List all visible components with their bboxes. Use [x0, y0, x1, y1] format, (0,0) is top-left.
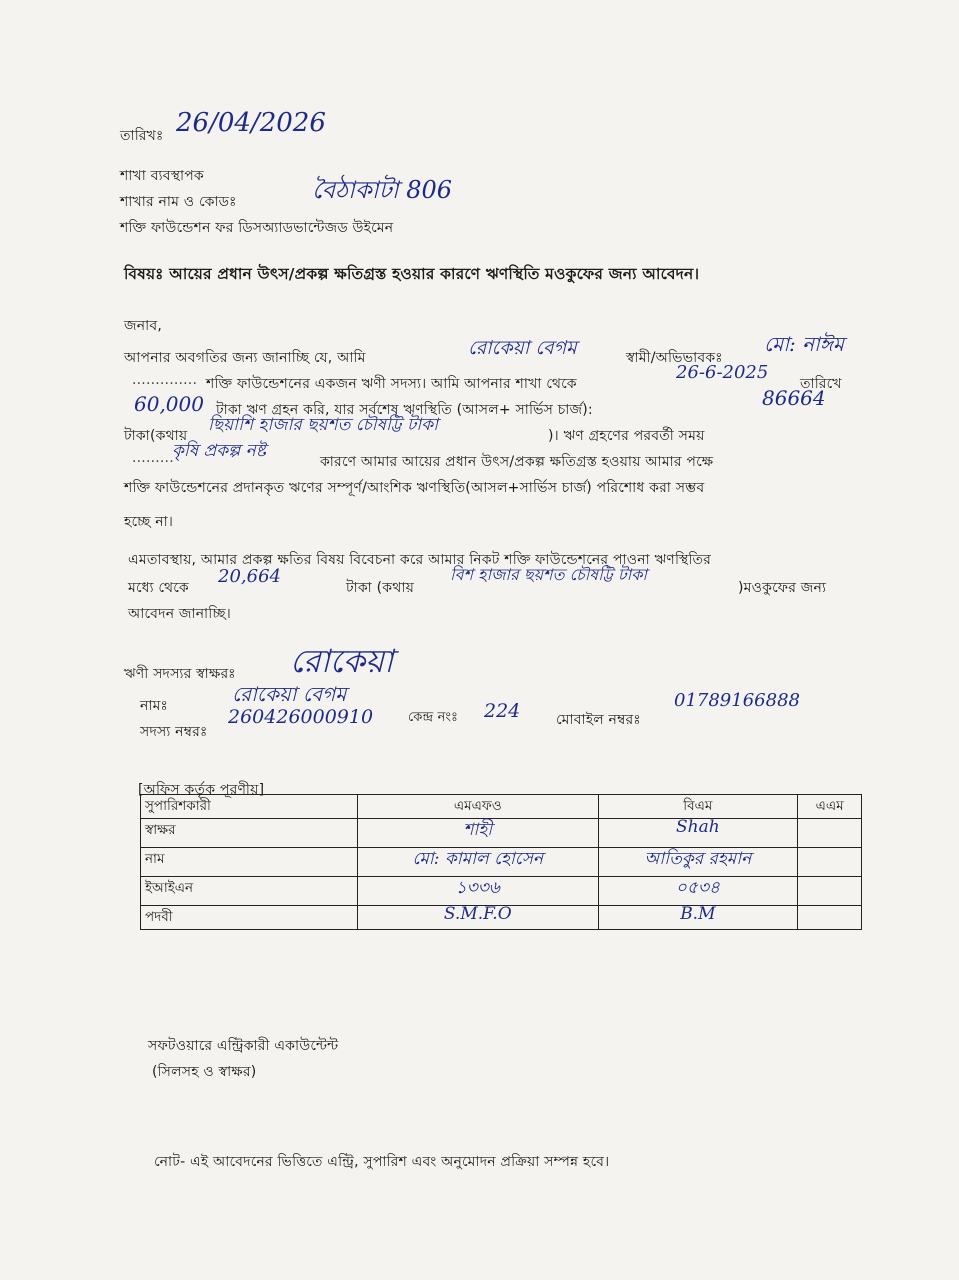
mfo-designation: S.M.F.O: [443, 904, 512, 924]
am-designation: [798, 906, 862, 930]
p2-a: এমতাবস্থায়, আমার প্রকল্প ক্ষতির বিষয় বিবেচনা করে আমার নিকট শক্তি ফাউন্ডেশনের পাওনা ঋণস্থিতির: [128, 552, 712, 568]
p1-e: টাকা ঋণ গ্রহন করি, যার সর্বশেষ ঋণস্থিতি (আসল+ সার্ভিস চার্জ):: [216, 402, 593, 418]
member-signature: রোকেয়া: [290, 642, 394, 680]
p1-g: )। ঋণ গ্রহণের পরবর্তী সময়: [548, 428, 705, 444]
waive-amount: 20,664: [218, 566, 281, 587]
accountant-line1: সফটওয়ারে এন্ট্রিকারী একাউন্টেন্ট: [148, 1038, 339, 1054]
p2-c: টাকা (কথায়: [346, 580, 415, 596]
header-mfo: এমএফও: [358, 795, 599, 819]
footer-note: নোট- এই আবেদনের ভিত্তিতে এন্ট্রি, সুপারিশ এবং অনুমোদন প্রক্রিয়া সম্পন্ন হবে।: [154, 1154, 610, 1170]
branch-label: শাখার নাম ও কোডঃ: [120, 194, 237, 210]
member-id-label: সদস্য নম্বরঃ: [140, 724, 208, 740]
p2-e: আবেদন জানাচ্ছি।: [128, 606, 231, 622]
mobile-label: মোবাইল নম্বরঃ: [556, 712, 641, 728]
p1-c: শক্তি ফাউন্ডেশনের একজন ঋণী সদস্য। আমি আপনার শাখা থেকে: [206, 376, 577, 392]
am-ein: [798, 877, 862, 906]
addressee-line3: শক্তি ফাউন্ডেশন ফর ডিসঅ্যাডভান্টেজড উইমেন: [120, 220, 394, 236]
mobile-value: 01789166888: [674, 690, 800, 711]
balance-words: ছিয়াশি হাজার ছয়শত চৌষট্টি টাকা: [208, 415, 439, 435]
waive-words: বিশ হাজার ছয়শত চৌষট্টি টাকা: [450, 565, 648, 584]
mfo-name: মো: কামাল হোসেন: [412, 849, 544, 869]
row-label: স্বাক্ষর: [141, 819, 358, 848]
am-signature: [798, 819, 862, 848]
row-label: পদবী: [141, 906, 358, 930]
member-name-inline: রোকেয়া বেগম: [468, 337, 577, 359]
dots-2: .........: [132, 450, 174, 466]
addressee-line1: শাখা ব্যবস্থাপক: [120, 168, 204, 184]
bm-ein: ০৫৩৪: [675, 878, 720, 898]
center-label: কেন্দ্র নংঃ: [408, 710, 459, 725]
mfo-signature: শাহী: [463, 820, 493, 840]
balance: 86664: [762, 386, 826, 410]
bm-signature: Shah: [676, 817, 720, 837]
p1-d: তারিখে: [800, 376, 842, 392]
table-header-row: [141, 795, 862, 819]
header-bm: বিএম: [598, 795, 798, 819]
p1-a: আপনার অবগতির জন্য জানাচ্ছি যে, আমি: [124, 350, 366, 366]
office-table: [140, 794, 862, 930]
dots-1: ..............: [132, 372, 198, 388]
p2-d: )মওকুফের জন্য: [738, 580, 827, 596]
accountant-line2: (সিলসহ ও স্বাক্ষর): [152, 1064, 257, 1080]
bm-designation: B.M: [680, 904, 716, 924]
member-id-value: 260426000910: [228, 706, 374, 728]
p1-h: কারণে আমার আয়ের প্রধান উৎস/প্রকল্প ক্ষতিগ্রস্ত হওয়ায় আমার পক্ষে: [320, 454, 714, 470]
table-row: [141, 877, 862, 906]
member-sign-label: ঋণী সদস্যর স্বাক্ষরঃ: [124, 666, 236, 682]
header-recommender: সুপারিশকারী: [141, 795, 358, 819]
member-name-label: নামঃ: [140, 698, 169, 714]
office-title: [অফিস কর্তৃক পূরণীয়]: [138, 782, 265, 798]
p1-j: হচ্ছে না।: [124, 514, 174, 530]
salutation: জনাব,: [124, 318, 162, 334]
header-am: এএম: [798, 795, 862, 819]
date-value: 26/04/2026: [176, 108, 326, 138]
loan-amount: 60,000: [134, 392, 204, 416]
branch-value: বৈঠাকাটা 806: [312, 176, 453, 204]
am-name: [798, 848, 862, 877]
guardian-name: মো: নাঈম: [764, 332, 845, 356]
p2-b: মধ্যে থেকে: [128, 580, 189, 596]
p1-i: শক্তি ফাউন্ডেশনের প্রদানকৃত ঋণের সম্পূর্ণ/আংশিক ঋণস্থিতি(আসল+সার্ভিস চার্জ) পরিশোধ করা সম্ভব: [124, 480, 705, 496]
table-row: [141, 848, 862, 877]
subject: বিষয়ঃ আয়ের প্রধান উৎস/প্রকল্প ক্ষতিগ্রস্ত হওয়ার কারণে ঋণস্থিতি মওকুফের জন্য আবেদন।: [124, 265, 700, 283]
center-value: 224: [484, 700, 521, 722]
row-label: ইআইএন: [141, 877, 358, 906]
loan-date: 26-6-2025: [676, 362, 769, 383]
mfo-ein: ১৩৩৬: [455, 878, 500, 898]
p1-f: টাকা(কথায়: [124, 428, 188, 444]
table-row: [141, 819, 862, 848]
table-row: [141, 906, 862, 930]
date-label: তারিখঃ: [120, 128, 164, 144]
row-label: নাম: [141, 848, 358, 877]
p1-b: স্বামী/অভিভাবকঃ: [626, 350, 723, 366]
reason: কৃষি প্রকল্প নষ্ট: [172, 441, 266, 461]
bm-name: আতিকুর রহমান: [644, 849, 752, 869]
member-name-value: রোকেয়া বেগম: [232, 682, 347, 706]
